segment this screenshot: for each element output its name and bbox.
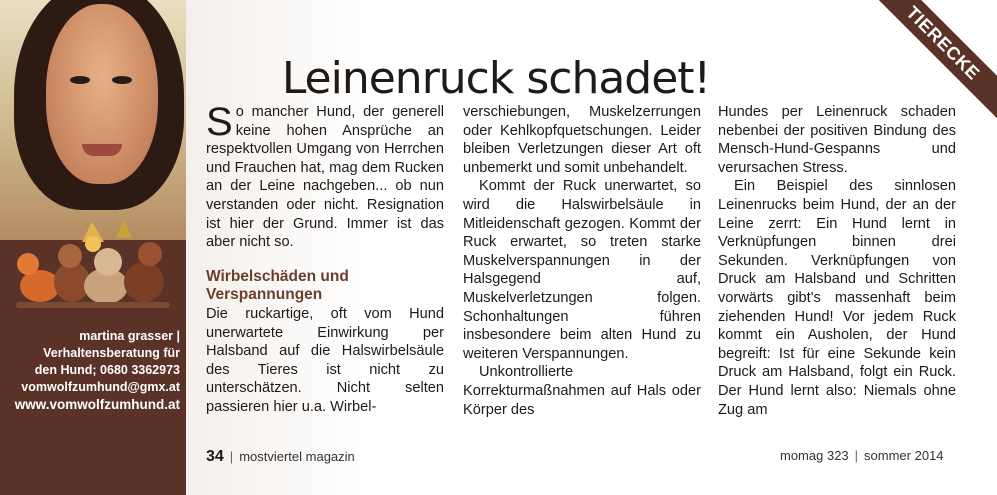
article-subheading: [206, 268, 444, 305]
footer-separator-right: |: [854, 448, 859, 463]
article-column-1: [206, 100, 444, 417]
subheading-line-1: Wirbelschäden und: [206, 267, 349, 285]
subheading-line-2: Verspannungen: [206, 286, 323, 304]
author-sidebar: [0, 0, 186, 495]
author-website-link[interactable]: www.vomwolfzumhund.at: [14, 397, 180, 412]
author-line2: den Hund; 0680 3362973: [34, 363, 180, 377]
author-info: [10, 328, 180, 413]
dog-group-icon: [16, 220, 170, 308]
author-name: martina grasser |: [79, 329, 180, 343]
col3-paragraph-2: Ein Beispiel des sinnlosen Leinenrucks beim Hund, der an der Leine zerrt: Ein Hund lernt in Verknüpfungen binnen drei Sekunden. Verknüpfungen von Druck am Halsband und Schritten vorwärts gibt's massenhaft beim ziehenden Hund! Vor jedem Ruck kommt ein Ausholen, der Hund begreift: Ist für eine Sekunde kein Druck am Halsband, folgt ein Ruck. Der Hund lernt also: Niemals ohne Zug am: [718, 178, 956, 418]
col3-paragraph-1: Hundes per Leinenruck schaden nebenbei der positiven Bindung des Mensch-Hund-Gespanns und verursachen Stress.: [718, 104, 956, 176]
article-column-3: [718, 103, 956, 419]
col2-paragraph-3: Unkontrollierte Korrekturmaßnahmen auf Hals oder Körper des: [463, 364, 701, 418]
issue-season: sommer 2014: [864, 448, 944, 463]
photo-eye-right: [112, 76, 132, 84]
article-headline: Leinenruck schadet!: [281, 53, 711, 105]
photo-mouth: [82, 144, 122, 156]
photo-eye-left: [70, 76, 90, 84]
col1-paragraph-1: o mancher Hund, der generell keine hohen Ansprüche an respektvollen Umgang von Herrchen und Frauchen hat, mag dem Rucken an der Leine nachgeben... ob nun verstanden oder nicht. Resignation ist hier der Grund. Immer ist das aber nicht so.: [206, 104, 444, 251]
col1-paragraph-2: Die ruckartige, oft vom Hund unerwartete Einwirkung per Halsband auf die Halswirbelsäule des Tieres ist nicht zu unterschätzen. Nicht selten passieren hier u.a. Wirbel-: [206, 305, 444, 415]
article-column-2: [463, 103, 701, 419]
footer-separator: |: [229, 449, 234, 464]
dogs-illustration: [12, 212, 174, 322]
col2-paragraph-1: verschiebungen, Muskelzerrungen oder Kehlkopfquetschungen. Leider bleiben Verletzungen dieser Art oft unbemerkt und somit unbehandelt.: [463, 104, 701, 176]
photo-face: [46, 4, 158, 184]
section-ribbon: [877, 0, 997, 120]
footer-left: [206, 448, 355, 466]
issue-number: momag 323: [780, 448, 849, 463]
col2-paragraph-2: Kommt der Ruck unerwartet, so wird die Halswirbelsäule in Mitleidenschaft gezogen. Kommt der Ruck erwartet, so treten starke Muskelverspannungen in der Halsgegend auf, Muskelverletzungen folgen. Schonhaltungen führen insbesondere beim alten Hund zu weiteren Verspannungen.: [463, 178, 701, 362]
author-email-link[interactable]: vomwolfzumhund@gmx.at: [21, 380, 180, 394]
magazine-name: mostviertel magazin: [239, 449, 355, 464]
dropcap-letter: S: [206, 100, 233, 144]
section-ribbon-label: TIERECKE: [877, 0, 997, 120]
author-photo: [0, 0, 186, 240]
author-line1: Verhaltensberatung für: [43, 346, 180, 360]
footer-right: [780, 448, 944, 463]
page-number: 34: [206, 448, 224, 465]
